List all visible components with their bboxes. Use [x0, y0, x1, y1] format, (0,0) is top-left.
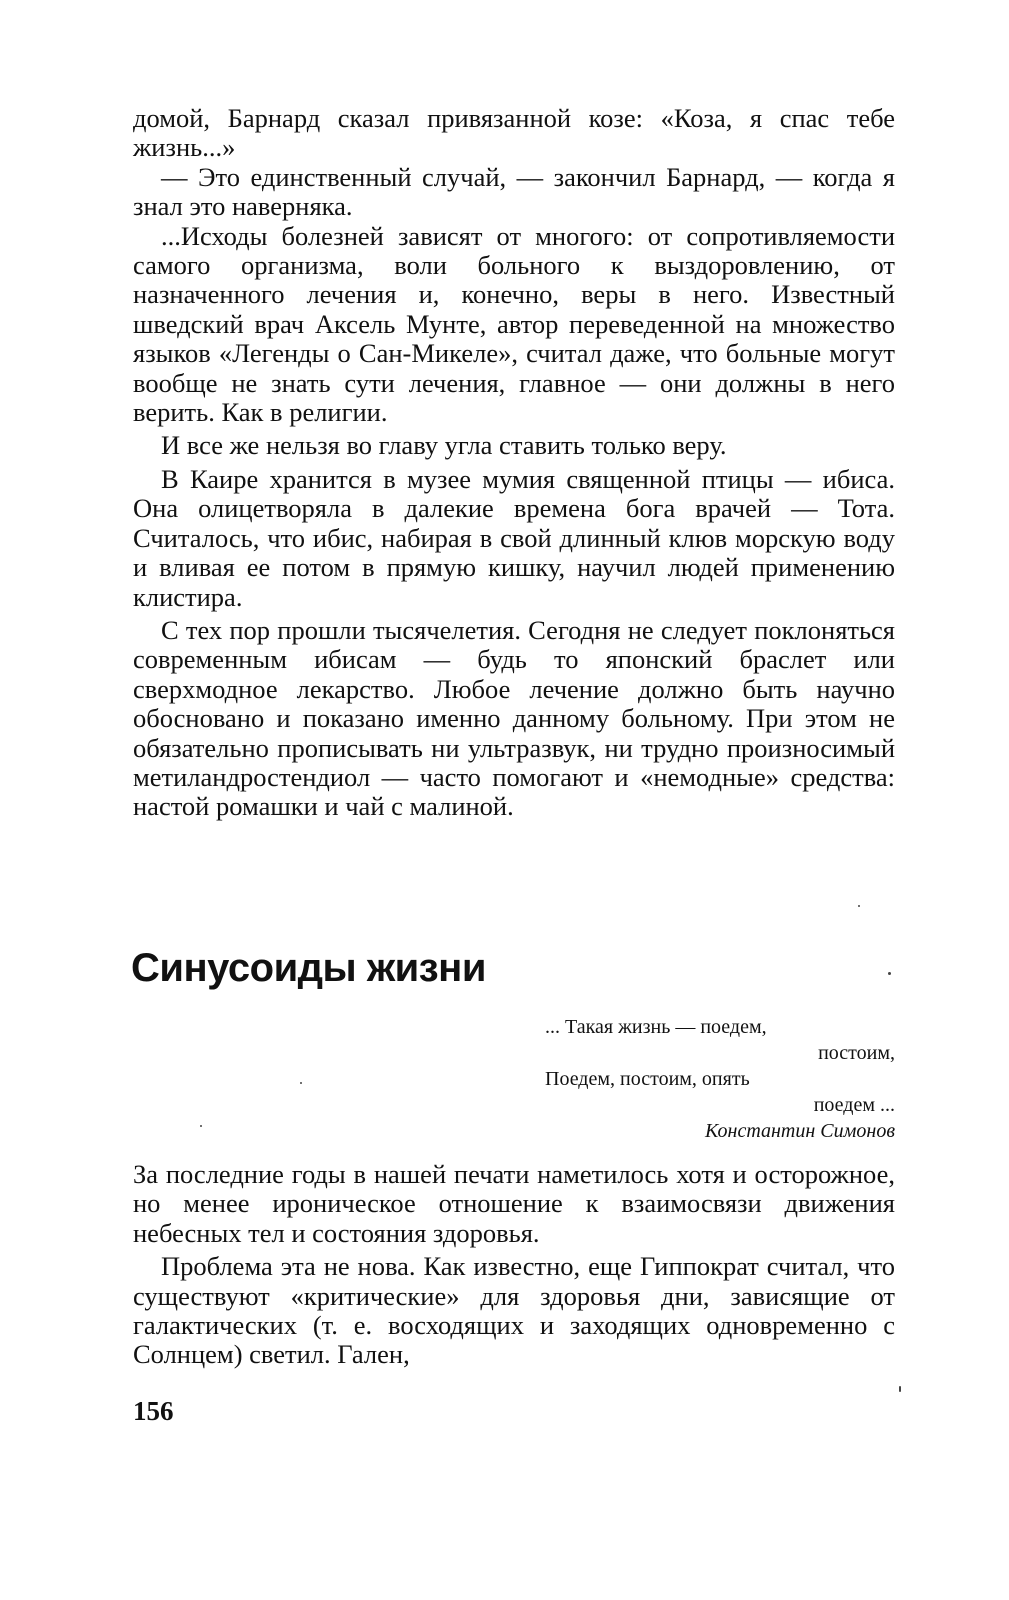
- paragraph: В Каире хранится в музее мумия священной птицы — ибиса. Она олицетворяла в далекие времена бога врачей — Тота. Считалось, что ибис, набирая в свой длинный клюв морскую воду и вливая ее потом в прямую кишку, научил людей применению клистира.: [133, 463, 895, 612]
- paragraph: И все же нельзя во главу угла ставить только веру.: [161, 430, 727, 461]
- paragraph: ...Исходы болезней зависят от многого: от сопротивляемости самого организма, воли больного к выздоровлению, от назначенного лечения и, конечно, веры в него. Известный шведский врач Аксель Мунте, автор переведенной на множество языков «Легенды о Сан-Микеле», считал даже, что больные могут вообще не знать сути лечения, главное — они должны в него верить. Как в религии.: [133, 220, 895, 428]
- epigraph-line: постоим,: [818, 1042, 895, 1064]
- epigraph-line: поедем ...: [813, 1094, 895, 1116]
- paragraph: Проблема эта не нова. Как известно, еще Гиппократ считал, что существуют «критические» для здоровья дни, зависящие от галактических (т. е. восходящих и заходящих одновременно с Солнцем) светил. Гален,: [133, 1251, 895, 1370]
- scan-speck: [899, 1386, 901, 1392]
- body-text-top: [133, 104, 895, 822]
- epigraph-line: Поедем, постоим, опять: [545, 1068, 750, 1090]
- epigraph-author: Константин Симонов: [705, 1120, 895, 1142]
- body-text-bottom: [133, 1160, 895, 1370]
- paragraph: С тех пор прошли тысячелетия. Сегодня не следует поклоняться современным ибисам — будь то японский браслет или сверхмодное лекарство. Любое лечение должно быть научно обосновано и показано именно данному больному. При этом не обязательно прописывать ни ультразвук, ни трудно произносимый метиландростендиол — часто помогают и «немодные» средства: настой ромашки и чай с малиной.: [133, 614, 895, 822]
- paragraph: За последние годы в нашей печати наметилось хотя и осторожное, но менее ироническое отношение к взаимосвязи движения небесных тел и состояния здоровья.: [133, 1159, 895, 1248]
- section-heading: Синусоиды жизни: [131, 946, 486, 990]
- scan-speck: [200, 1125, 202, 1127]
- epigraph: [545, 1014, 895, 1144]
- page-number: 156: [133, 1396, 174, 1426]
- scan-speck: [858, 905, 860, 907]
- paragraph: домой, Барнард сказал привязанной козе: «Коза, я спас тебе жизнь...»: [133, 103, 895, 163]
- scan-speck: [300, 1082, 302, 1084]
- paragraph: — Это единственный случай, — закончил Барнард, — когда я знал это наверняка.: [133, 161, 895, 222]
- scan-speck: [888, 972, 891, 975]
- epigraph-line: ... Такая жизнь — поедем,: [545, 1016, 767, 1038]
